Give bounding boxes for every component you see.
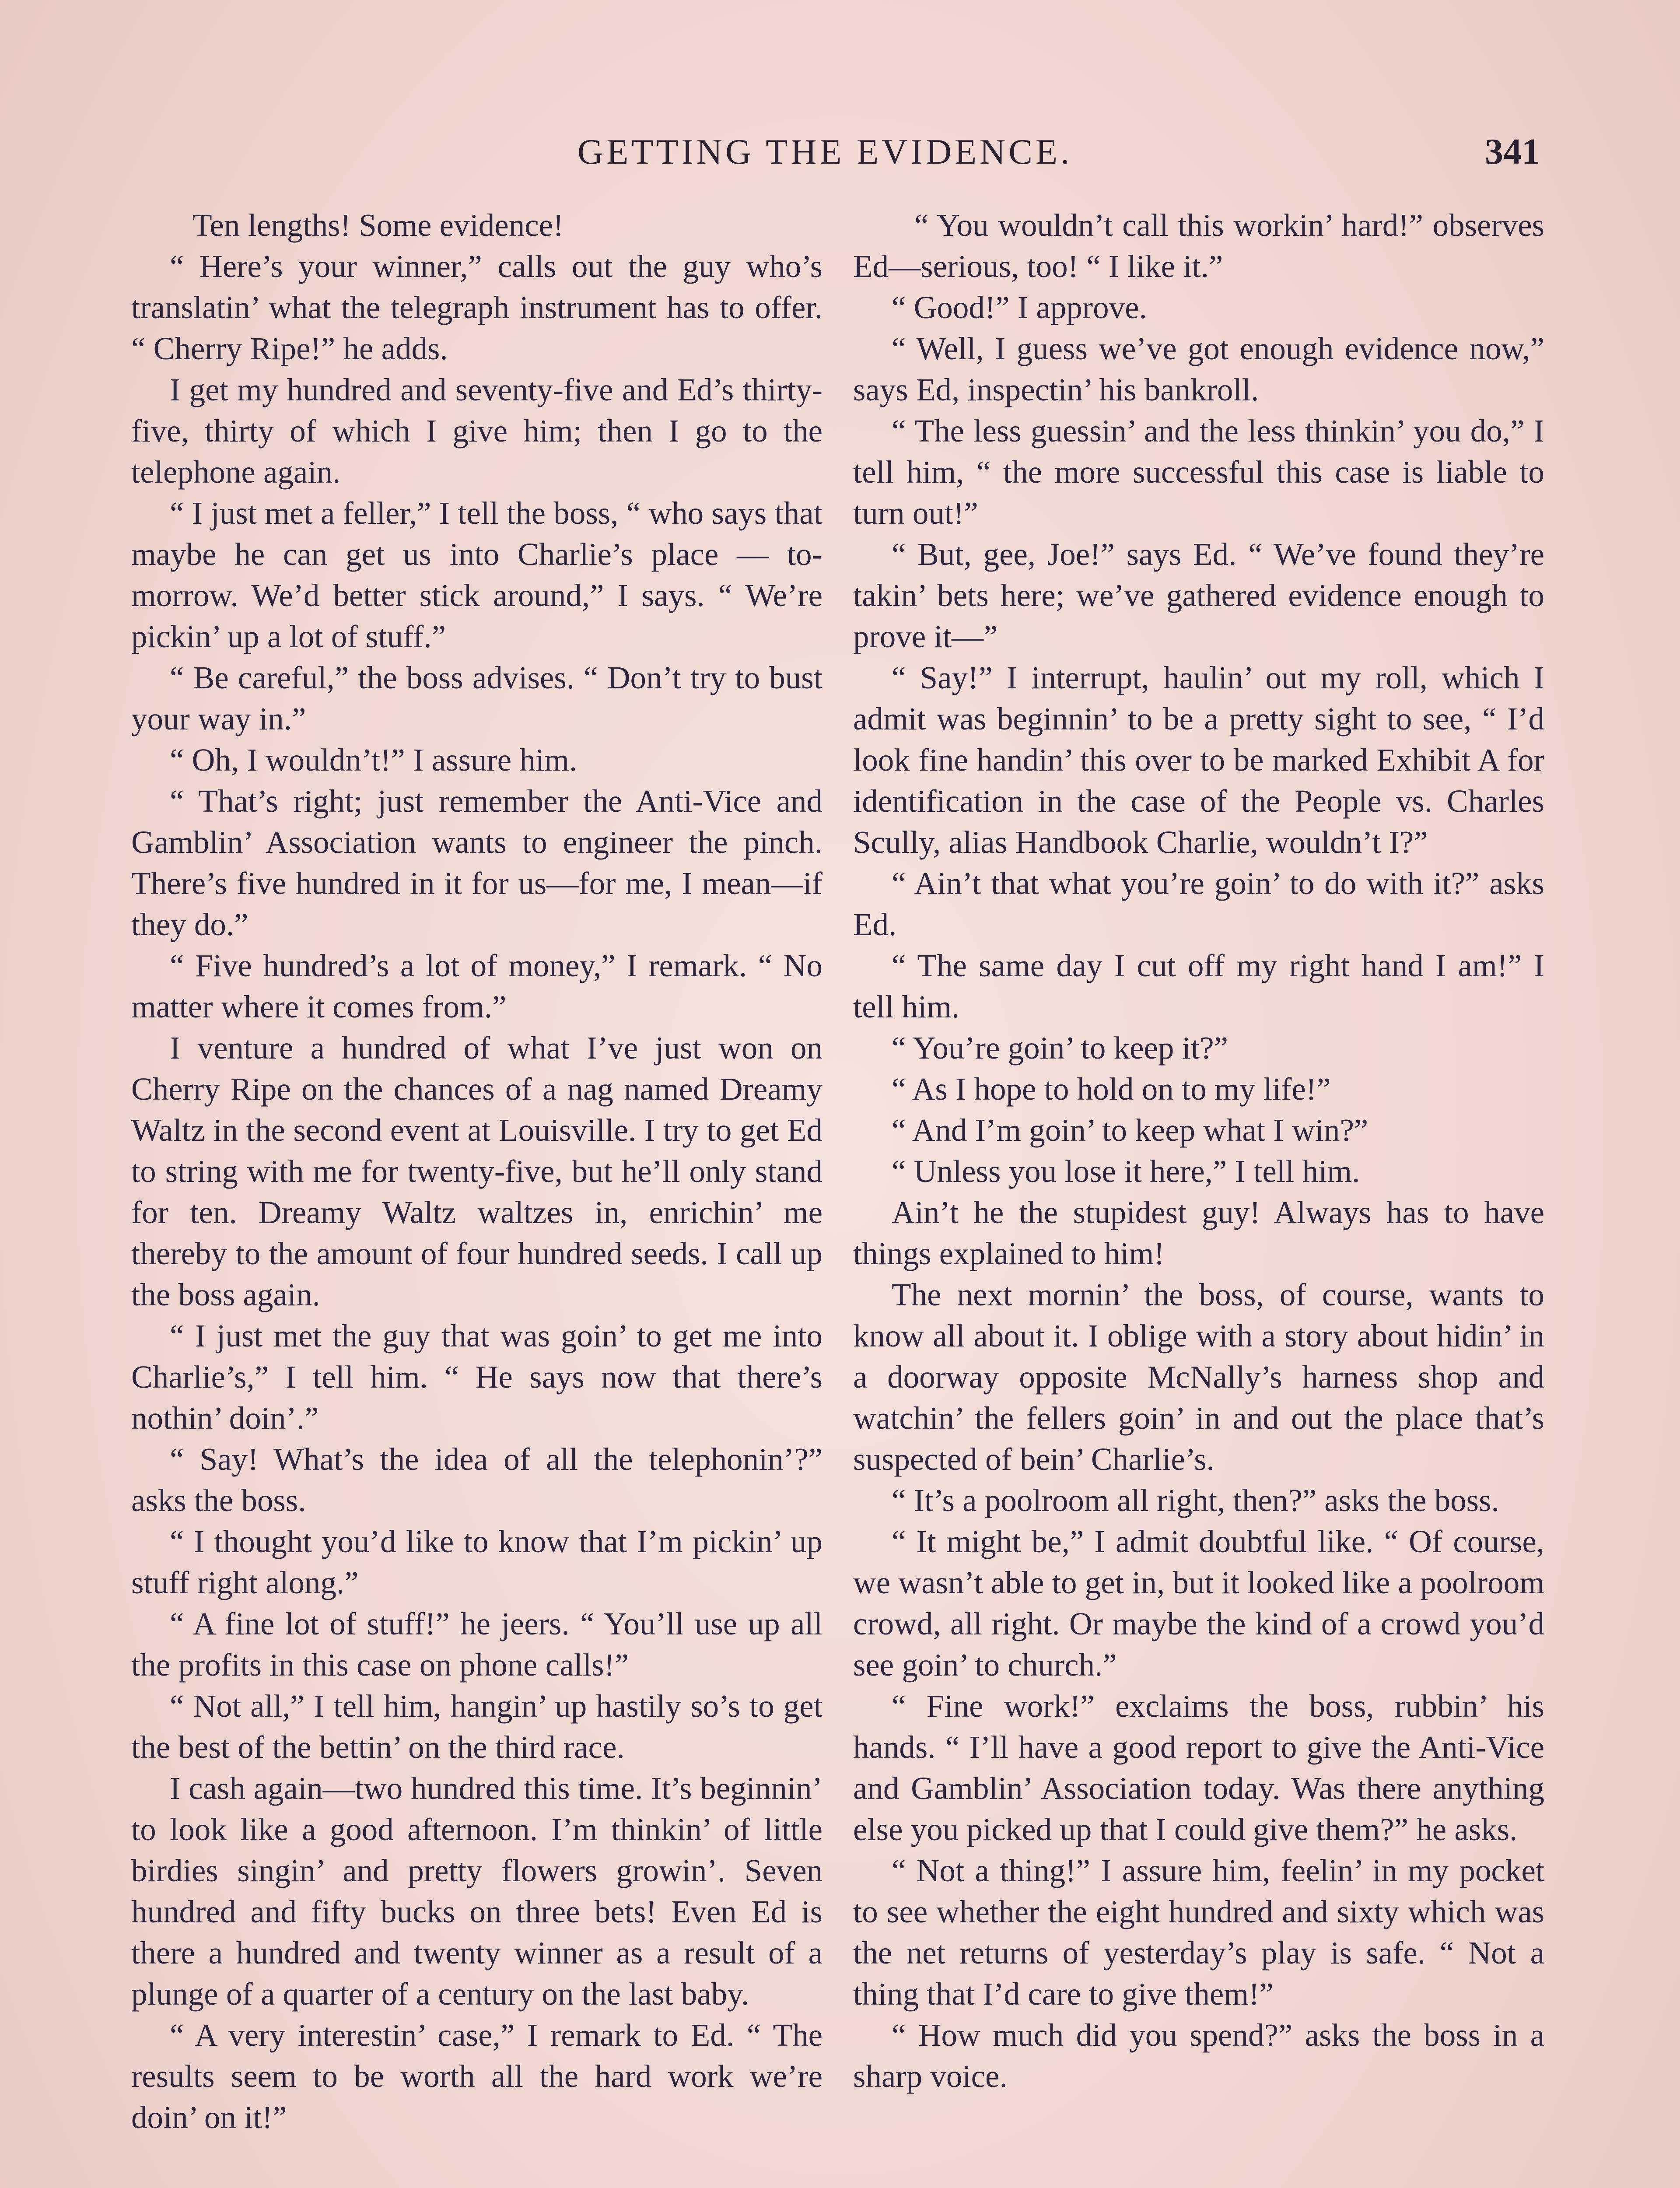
paragraph: “ Not a thing!” I assure him, feelin’ in my pocket to see whether the eight hundred and sixty which was the net returns of yesterday’s play is safe. “ Not a thing that I’d care to give them!” xyxy=(853,1853,1544,2012)
paragraph: “ As I hope to hold on to my life!” xyxy=(892,1071,1331,1107)
paragraph: “ Say!” I interrupt, haulin’ out my roll, which I admit was beginnin’ to be a pretty sight to see, “ I’d look fine handin’ this over to be marked Exhibit A for identification in the case of the People vs. Charles Scully, alias Handbook Charlie, wouldn’t I?” xyxy=(853,660,1544,860)
paragraph: I venture a hundred of what I’ve just won on Cherry Ripe on the chances of a nag named Dreamy Waltz in the second event at Louisville. I try to get Ed to string with me for twenty-five, but he’ll only stand for ten. Dreamy Waltz waltzes in, enrichin’ me thereby to the amount of four hundred seeds. I call up the boss again. xyxy=(131,1030,822,1312)
page-number: 341 xyxy=(1485,131,1540,172)
paragraph: “ The less guessin’ and the less thinkin’ you do,” I tell him, “ the more successful this case is liable to turn out!” xyxy=(853,413,1544,531)
paragraph: “ I thought you’d like to know that I’m pickin’ up stuff right along.” xyxy=(131,1524,822,1600)
paragraph: “ Good!” I approve. xyxy=(892,290,1147,325)
paragraph: “ I just met a feller,” I tell the boss, “ who says that maybe he can get us into Charlie’s place — to-morrow. We’d better stick around,” I says. “ We’re pickin’ up a lot of stuff.” xyxy=(131,495,822,654)
paragraph: “ Say! What’s the idea of all the telephonin’?” asks the boss. xyxy=(131,1441,822,1518)
paragraph: Ain’t he the stupidest guy! Always has to have things explained to him! xyxy=(853,1195,1544,1271)
paragraph: “ You wouldn’t call this workin’ hard!” observes Ed—serious, too! “ I like it.” xyxy=(853,207,1544,284)
paragraph: “ Not all,” I tell him, hangin’ up hastily so’s to get the best of the bettin’ on the third race. xyxy=(131,1688,822,1765)
paragraph: “ But, gee, Joe!” says Ed. “ We’ve found they’re takin’ bets here; we’ve gathered evidence enough to prove it—” xyxy=(853,536,1544,654)
running-title: GETTING THE EVIDENCE. xyxy=(578,132,1073,172)
paragraph: “ That’s right; just remember the Anti-Vice and Gamblin’ Association wants to engineer the pinch. There’s five hundred in it for us—for me, I mean—if they do.” xyxy=(131,783,822,942)
paragraph: “ Ain’t that what you’re goin’ to do with it?” asks Ed. xyxy=(853,866,1544,942)
left-column xyxy=(131,205,822,2188)
paragraph: “ The same day I cut off my right hand I am!” I tell him. xyxy=(853,948,1544,1024)
paragraph: “ Unless you lose it here,” I tell him. xyxy=(892,1154,1360,1189)
right-column xyxy=(853,205,1544,2188)
paragraph: “ I just met the guy that was goin’ to get me into Charlie’s,” I tell him. “ He says now that there’s nothin’ doin’.” xyxy=(131,1318,822,1436)
paragraph: I get my hundred and seventy-five and Ed’s thirty-five, thirty of which I give him; then I go to the telephone again. xyxy=(131,372,822,490)
paragraph: “ You’re goin’ to keep it?” xyxy=(892,1030,1228,1066)
paragraph: “ A very interestin’ case,” I remark to Ed. “ The results seem to be worth all the hard work we’re doin’ on it!” xyxy=(131,2017,822,2135)
paragraph: “ Here’s your winner,” calls out the guy who’s translatin’ what the telegraph instrument has to offer. “ Cherry Ripe!” he adds. xyxy=(131,249,822,366)
paragraph: Ten lengths! Some evidence! xyxy=(192,207,564,243)
running-header xyxy=(578,128,1540,176)
paragraph: “ How much did you spend?” asks the boss in a sharp voice. xyxy=(853,2017,1544,2094)
paragraph: “ Well, I guess we’ve got enough evidence now,” says Ed, inspectin’ his bankroll. xyxy=(853,331,1544,407)
paragraph: “ Fine work!” exclaims the boss, rubbin’ his hands. “ I’ll have a good report to give the Anti-Vice and Gamblin’ Association today. Was there anything else you picked up that I could give them?” he asks. xyxy=(853,1688,1544,1847)
paragraph: “ Be careful,” the boss advises. “ Don’t try to bust your way in.” xyxy=(131,660,822,736)
paragraph: “ Five hundred’s a lot of money,” I remark. “ No matter where it comes from.” xyxy=(131,948,822,1024)
paragraph: “ A fine lot of stuff!” he jeers. “ You’ll use up all the profits in this case on phone calls!” xyxy=(131,1606,822,1683)
paragraph: I cash again—two hundred this time. It’s beginnin’ to look like a good afternoon. I’m thinkin’ of little birdies singin’ and pretty flowers growin’. Seven hundred and fifty bucks on three bets! Even Ed is there a hundred and twenty winner as a result of a plunge of a quarter of a century on the last baby. xyxy=(131,1771,822,2012)
paragraph: The next mornin’ the boss, of course, wants to know all about it. I oblige with a story about hidin’ in a doorway opposite McNally’s harness shop and watchin’ the fellers goin’ in and out the place that’s suspected of bein’ Charlie’s. xyxy=(853,1277,1544,1477)
paragraph: “ It’s a poolroom all right, then?” asks the boss. xyxy=(892,1483,1499,1518)
paragraph: “ And I’m goin’ to keep what I win?” xyxy=(892,1112,1368,1148)
paragraph: “ It might be,” I admit doubtful like. “ Of course, we wasn’t able to get in, but it looked like a poolroom crowd, all right. Or maybe the kind of a crowd you’d see goin’ to church.” xyxy=(853,1524,1544,1683)
paragraph: “ Oh, I wouldn’t!” I assure him. xyxy=(170,742,578,778)
